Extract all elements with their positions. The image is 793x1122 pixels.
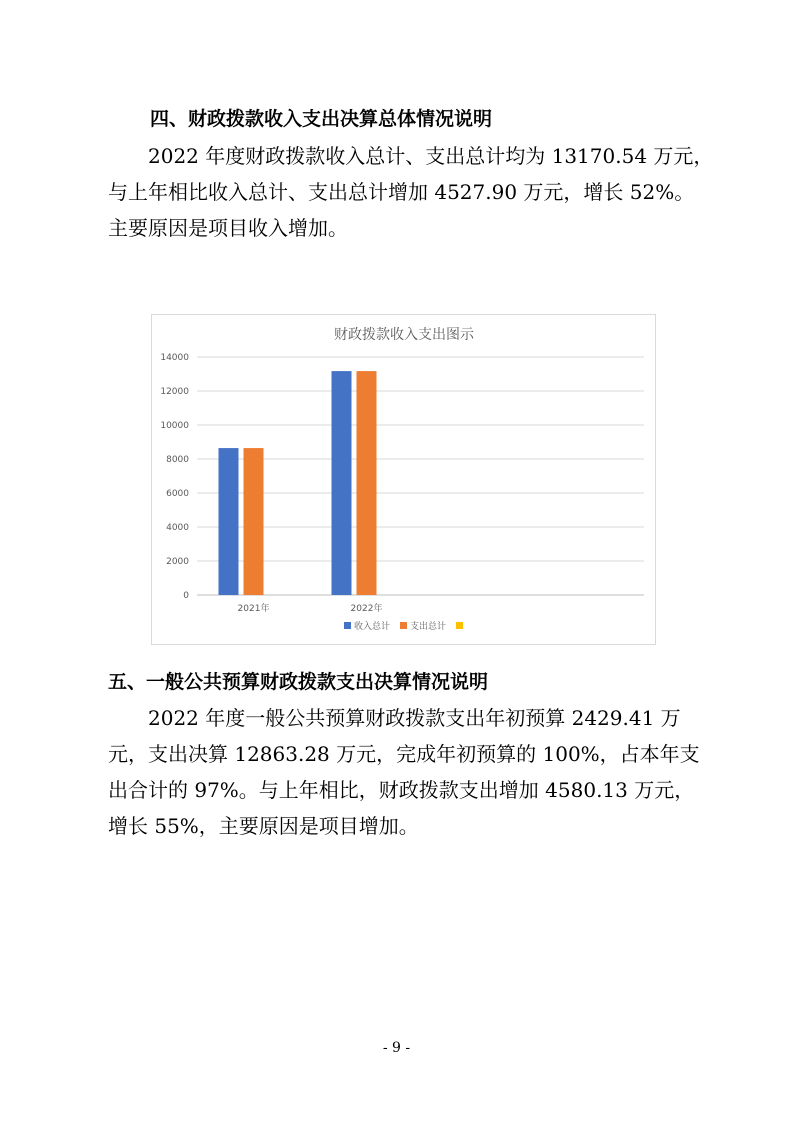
y-tick-label: 4000 [166, 523, 189, 533]
section4-heading: 四、财政拨款收入支出决算总体情况说明 [150, 108, 493, 130]
y-tick-label: 8000 [166, 455, 189, 465]
section5-heading: 五、一般公共预算财政拨款支出决算情况说明 [108, 671, 489, 693]
bar-chart [151, 314, 656, 645]
section5-line-3: 出合计的 97%。与上年相比，财政拨款支出增加 4580.13 万元， [108, 778, 695, 802]
section4-line-3: 主要原因是项目收入增加。 [108, 216, 348, 240]
bar [219, 448, 239, 595]
legend-label: 收入总计 [354, 622, 391, 632]
y-tick-label: 6000 [166, 489, 189, 499]
page-number: - 9 - [382, 1040, 411, 1056]
x-tick-label: 2021年 [237, 604, 270, 614]
section5-line-2: 元，支出决算 12863.28 万元，完成年初预算的 100%，占本年支 [108, 742, 700, 766]
legend-label: 支出总计 [410, 622, 447, 632]
section4-line-2: 与上年相比收入总计、支出总计增加 4527.90 万元，增长 52%。 [108, 180, 695, 204]
y-tick-label: 14000 [160, 353, 189, 363]
legend-swatch [344, 622, 351, 629]
section5-line-4: 增长 55%，主要原因是项目增加。 [108, 814, 419, 838]
legend-swatch [456, 622, 463, 629]
section5-line-1: 2022 年度一般公共预算财政拨款支出年初预算 2429.41 万 [148, 706, 681, 730]
y-tick-label: 10000 [160, 421, 189, 431]
section4-line-1: 2022 年度财政拨款收入总计、支出总计均为 13170.54 万元， [148, 144, 714, 168]
bar [332, 371, 352, 595]
chart-svg [152, 315, 657, 646]
bar [244, 448, 264, 595]
y-tick-label: 2000 [166, 557, 189, 567]
y-tick-label: 12000 [160, 387, 189, 397]
y-tick-label: 0 [183, 591, 189, 601]
chart-title: 财政拨款收入支出图示 [334, 327, 474, 343]
section4-paragraph [108, 138, 714, 246]
legend-swatch [400, 622, 407, 629]
section5-paragraph [108, 700, 698, 844]
x-tick-label: 2022年 [350, 604, 383, 614]
bar [357, 371, 377, 595]
